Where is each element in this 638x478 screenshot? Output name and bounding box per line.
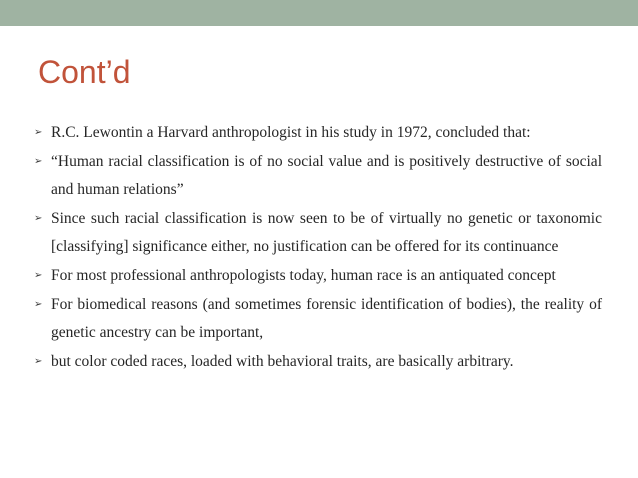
- arrow-bullet-icon: ➢: [34, 155, 43, 167]
- bullet-item: [34, 205, 602, 262]
- bullet-text: Since such racial classification is now seen to be of virtually no genetic or taxonomic [classifying] significance either, no justification can be offered for its continuance: [51, 209, 602, 256]
- bullet-text: For most professional anthropologists today, human race is an antiquated concept: [51, 266, 556, 284]
- slide-title: Cont’d: [38, 54, 131, 90]
- arrow-bullet-icon: ➢: [34, 298, 43, 310]
- bullet-item: [34, 119, 602, 148]
- top-color-band: [0, 0, 638, 26]
- bullet-text: R.C. Lewontin a Harvard anthropologist in his study in 1972, concluded that:: [51, 124, 531, 141]
- bullet-list: [34, 119, 602, 376]
- arrow-bullet-icon: ➢: [34, 355, 43, 367]
- arrow-bullet-icon: ➢: [34, 269, 43, 281]
- arrow-bullet-icon: ➢: [34, 212, 43, 224]
- bullet-item: [34, 291, 602, 348]
- bullet-text: but color coded races, loaded with behavioral traits, are basically arbitrary.: [51, 352, 514, 370]
- arrow-bullet-icon: ➢: [34, 127, 43, 138]
- bullet-item: [34, 148, 602, 205]
- bullet-text: “Human racial classification is of no social value and is positively destructive of social and human relations”: [51, 152, 602, 199]
- bullet-item: [34, 262, 602, 291]
- bullet-text: For biomedical reasons (and sometimes forensic identification of bodies), the reality of genetic ancestry can be important,: [51, 295, 602, 342]
- bullet-item: [34, 348, 602, 377]
